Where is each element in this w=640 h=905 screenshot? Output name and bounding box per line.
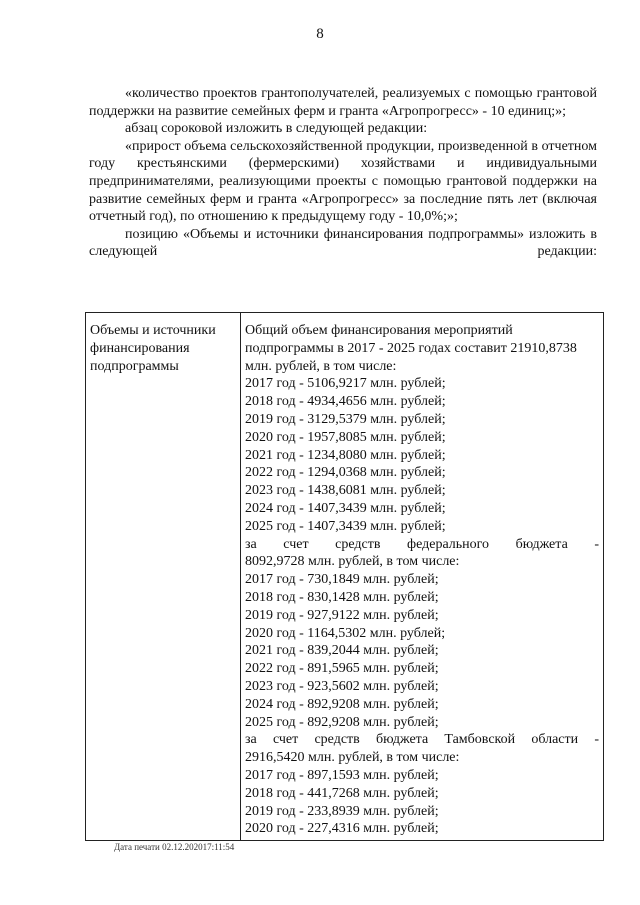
total-year-line: 2023 год - 1438,6081 млн. рублей; <box>245 483 446 499</box>
federal-total: 8092,9728 млн. рублей, в том числе: <box>245 554 460 570</box>
federal-year-line: 2017 год - 730,1849 млн. рублей; <box>245 572 439 588</box>
regional-year-line: 2020 год - 227,4316 млн. рублей; <box>245 821 439 837</box>
financing-label-cell: Объемы и источники финансирования подпрограммы <box>86 313 241 841</box>
financing-row <box>86 313 604 841</box>
total-year-line: 2017 год - 5106,9217 млн. рублей; <box>245 376 446 392</box>
regional-year-line: 2017 год - 897,1593 млн. рублей; <box>245 767 439 783</box>
total-year-line: 2021 год - 1234,8080 млн. рублей; <box>245 447 446 463</box>
total-year-line: 2019 год - 3129,5379 млн. рублей; <box>245 411 446 427</box>
financing-intro: Общий объем финансирования мероприятий подпрограммы в 2017 - 2025 годах составит 21910,8738 млн. рублей, в том числе: <box>245 323 577 374</box>
federal-year-line: 2023 год - 923,5602 млн. рублей; <box>245 678 439 694</box>
paragraph-fortieth-instruction: абзац сороковой изложить в следующей редакции: <box>125 121 428 137</box>
financing-table <box>85 312 604 841</box>
financing-content-cell <box>241 313 604 841</box>
total-year-line: 2018 год - 4934,4656 млн. рублей; <box>245 394 446 410</box>
page-number: 8 <box>316 26 324 42</box>
regional-total: 2916,5420 млн. рублей, в том числе: <box>245 750 460 766</box>
paragraph-production-growth: «прирост объема сельскохозяйственной продукции, произведенной в отчетном году крестьянскими (фермерскими) хозяйствами и индивидуальными предпринимателями, реализующими проекты с помощью грантовой поддержки на развитие семейных ферм и гранта «Агропрогресс» за последние пять лет (включая отчетный год), по отношению к предыдущему году - 10,0%;»; <box>89 138 597 225</box>
federal-year-line: 2018 год - 830,1428 млн. рублей; <box>245 589 439 605</box>
paragraph-position-instruction: позицию «Объемы и источники финансирования подпрограммы» изложить в следующей редакции: <box>89 226 597 260</box>
body-text <box>89 85 597 261</box>
federal-year-line: 2022 год - 891,5965 млн. рублей; <box>245 661 439 677</box>
total-year-line: 2022 год - 1294,0368 млн. рублей; <box>245 465 446 481</box>
regional-year-line: 2018 год - 441,7268 млн. рублей; <box>245 785 439 801</box>
federal-heading: за счет средств федерального бюджета - <box>245 536 599 552</box>
federal-year-line: 2025 год - 892,9208 млн. рублей; <box>245 714 439 730</box>
total-year-line: 2025 год - 1407,3439 млн. рублей; <box>245 518 446 534</box>
total-year-line: 2020 год - 1957,8085 млн. рублей; <box>245 429 446 445</box>
regional-years-list <box>245 767 599 838</box>
regional-year-line: 2019 год - 233,8939 млн. рублей; <box>245 803 439 819</box>
print-date-footer: Дата печати 02.12.202017:11:54 <box>114 842 235 852</box>
federal-year-line: 2021 год - 839,2044 млн. рублей; <box>245 643 439 659</box>
federal-year-line: 2020 год - 1164,5302 млн. рублей; <box>245 625 446 641</box>
federal-year-line: 2024 год - 892,9208 млн. рублей; <box>245 696 439 712</box>
paragraph-projects-count: «количество проектов грантополучателей, реализуемых с помощью грантовой поддержки на развитие семейных ферм и гранта «Агропрогресс» - 10 единиц;»; <box>89 86 597 119</box>
federal-years-list <box>245 571 599 731</box>
regional-heading: за счет средств бюджета Тамбовской области - <box>245 732 599 748</box>
federal-year-line: 2019 год - 927,9122 млн. рублей; <box>245 607 439 623</box>
total-years-list <box>245 375 599 535</box>
total-year-line: 2024 год - 1407,3439 млн. рублей; <box>245 500 446 516</box>
